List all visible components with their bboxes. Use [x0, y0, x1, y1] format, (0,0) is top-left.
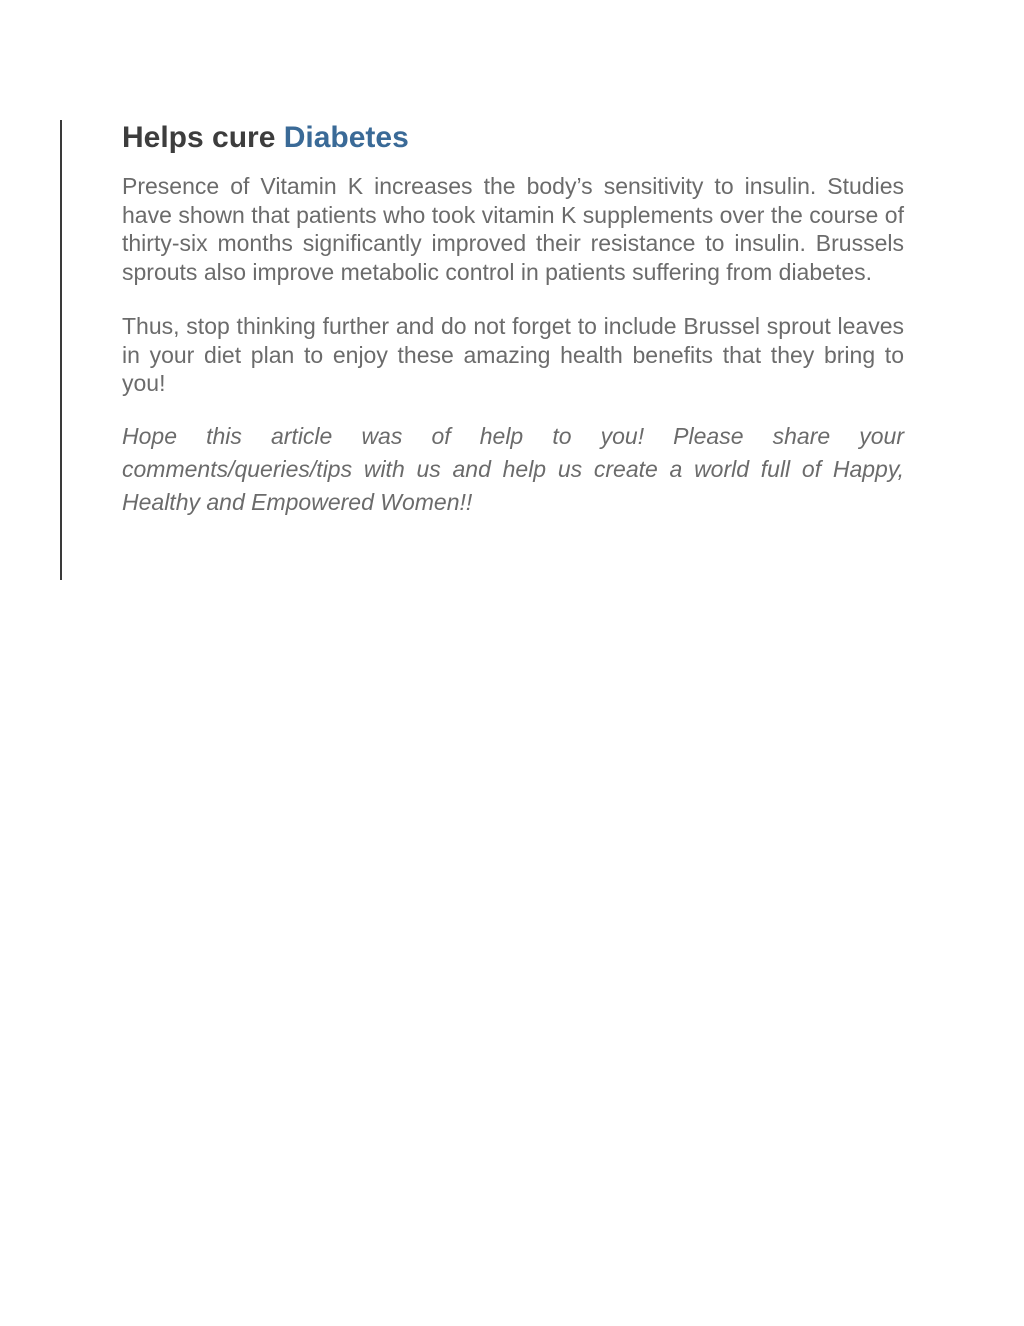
title-lead: Helps cure — [122, 121, 284, 154]
page-title — [122, 118, 904, 158]
margin-rule — [60, 120, 62, 580]
article-body — [122, 118, 904, 545]
paragraph-vitamin-k: Presence of Vitamin K increases the body’s sensitivity to insulin. Studies have shown that patients who took vitamin K supplements over the course of thirty-six months significantly improved their resistance to insulin. Brussels sprouts also improve metabolic control in patients suffering from diabetes. — [122, 173, 904, 285]
closing-note: Hope this article was of help to you! Please share your comments/queries/tips with us and help us create a world full of Happy, Healthy and Empowered Women!! — [122, 422, 904, 515]
paragraph-diet-plan: Thus, stop thinking further and do not forget to include Brussel sprout leaves in your diet plan to enjoy these amazing health benefits that they bring to you! — [122, 313, 904, 396]
title-accent: Diabetes — [283, 121, 409, 154]
